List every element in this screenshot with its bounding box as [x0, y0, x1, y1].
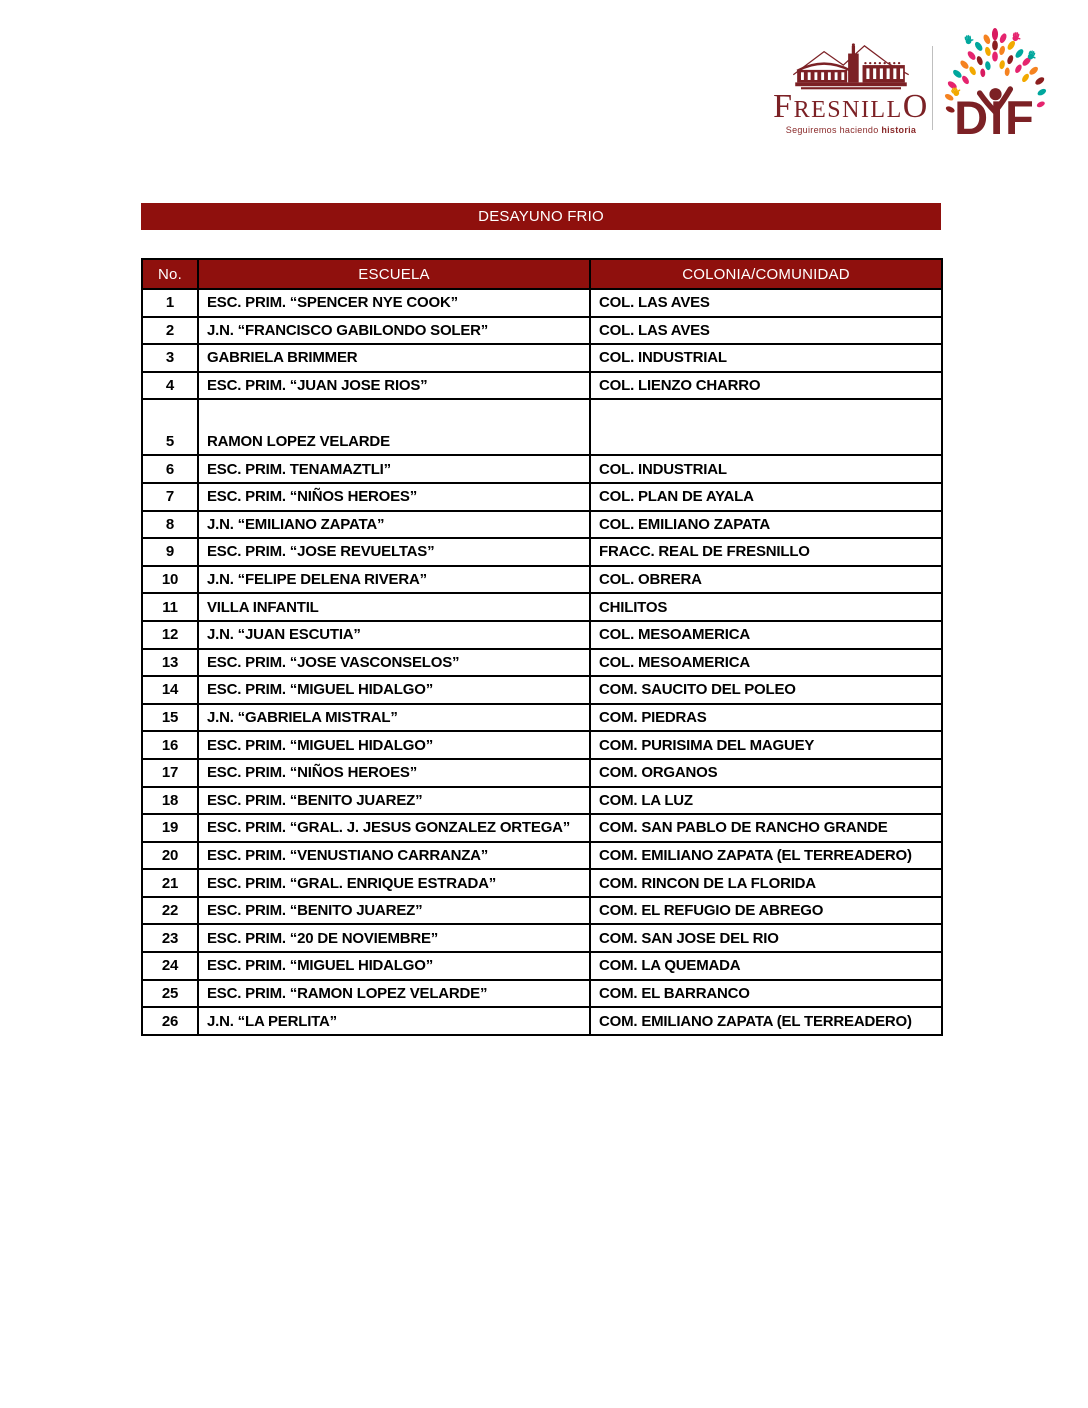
table-row	[142, 511, 942, 539]
table-row	[142, 317, 942, 345]
colonia-name-cell: COM. SAN JOSE DEL RIO	[590, 924, 942, 952]
col-header-escuela: ESCUELA	[198, 259, 590, 289]
row-number: 10	[142, 566, 198, 594]
school-name-cell: ESC. PRIM. “BENITO JUAREZ”	[198, 897, 590, 925]
fresnillo-letters-mid: RESNILL	[793, 97, 903, 123]
school-name-cell: ESC. PRIM. “MIGUEL HIDALGO”	[198, 952, 590, 980]
school-name-cell: ESC. PRIM. “MIGUEL HIDALGO”	[198, 731, 590, 759]
colonia-name-cell: CHILITOS	[590, 593, 942, 621]
colonia-name-cell: COM. EL REFUGIO DE ABREGO	[590, 897, 942, 925]
row-number: 4	[142, 372, 198, 400]
schools-table	[141, 258, 943, 1036]
table-row	[142, 538, 942, 566]
row-number: 26	[142, 1007, 198, 1035]
table-row	[142, 924, 942, 952]
row-number: 20	[142, 842, 198, 870]
school-name-cell: ESC. PRIM. “VENUSTIANO CARRANZA”	[198, 842, 590, 870]
school-name-cell: J.N. “GABRIELA MISTRAL”	[198, 704, 590, 732]
table-row	[142, 731, 942, 759]
colonia-name-cell: COL. OBRERA	[590, 566, 942, 594]
row-number: 2	[142, 317, 198, 345]
row-number: 13	[142, 649, 198, 677]
logo-divider	[932, 46, 933, 130]
school-name-cell: ESC. PRIM. “20 DE NOVIEMBRE”	[198, 924, 590, 952]
row-number: 7	[142, 483, 198, 511]
row-number: 21	[142, 869, 198, 897]
table-row	[142, 649, 942, 677]
table-header-row	[142, 259, 942, 289]
row-number: 9	[142, 538, 198, 566]
colonia-name-cell: COM. PURISIMA DEL MAGUEY	[590, 731, 942, 759]
colonia-name-cell: COM. SAUCITO DEL POLEO	[590, 676, 942, 704]
colonia-name-cell: COL. EMILIANO ZAPATA	[590, 511, 942, 539]
fresnillo-letter-f: F	[773, 88, 794, 125]
col-header-colonia: COLONIA/COMUNIDAD	[590, 259, 942, 289]
row-number: 11	[142, 593, 198, 621]
school-name-cell: J.N. “FRANCISCO GABILONDO SOLER”	[198, 317, 590, 345]
colonia-name-cell: COM. EMILIANO ZAPATA (EL TERREADERO)	[590, 842, 942, 870]
colonia-name-cell: COL. INDUSTRIAL	[590, 455, 942, 483]
colonia-name-cell: COL. LAS AVES	[590, 317, 942, 345]
colonia-name-cell: COM. LA QUEMADA	[590, 952, 942, 980]
colonia-name-cell: COM. PIEDRAS	[590, 704, 942, 732]
row-number: 5	[142, 399, 198, 455]
table-row	[142, 1007, 942, 1035]
school-name-cell: ESC. PRIM. “MIGUEL HIDALGO”	[198, 676, 590, 704]
table-row	[142, 344, 942, 372]
colonia-name-cell: COL. MESOAMERICA	[590, 621, 942, 649]
school-name-cell: J.N. “JUAN ESCUTIA”	[198, 621, 590, 649]
school-name-cell: ESC. PRIM. “RAMON LOPEZ VELARDE”	[198, 980, 590, 1008]
row-number: 6	[142, 455, 198, 483]
colonia-name-cell: COL. LIENZO CHARRO	[590, 372, 942, 400]
colonia-name-cell: COL. LAS AVES	[590, 289, 942, 317]
table-row	[142, 897, 942, 925]
row-number: 19	[142, 814, 198, 842]
colonia-name-cell: COL. MESOAMERICA	[590, 649, 942, 677]
school-name-cell: ESC. PRIM. “SPENCER NYE COOK”	[198, 289, 590, 317]
table-row	[142, 455, 942, 483]
school-name-cell: ESC. PRIM. “BENITO JUAREZ”	[198, 787, 590, 815]
row-number: 17	[142, 759, 198, 787]
table-row	[142, 372, 942, 400]
colonia-name-cell: COM. EL BARRANCO	[590, 980, 942, 1008]
colonia-name-cell	[590, 399, 942, 455]
school-name-cell: ESC. PRIM. “JOSE VASCONSELOS”	[198, 649, 590, 677]
school-name-cell: ESC. PRIM. “GRAL. J. JESUS GONZALEZ ORTEGA”	[198, 814, 590, 842]
row-number: 12	[142, 621, 198, 649]
colonia-name-cell: COM. EMILIANO ZAPATA (EL TERREADERO)	[590, 1007, 942, 1035]
dif-wordmark: DIF	[954, 91, 1036, 140]
table-row	[142, 787, 942, 815]
school-name-cell: J.N. “FELIPE DELENA RIVERA”	[198, 566, 590, 594]
table-row	[142, 814, 942, 842]
fresnillo-letter-o: O	[902, 88, 929, 125]
table-row	[142, 869, 942, 897]
colonia-name-cell: COM. RINCON DE LA FLORIDA	[590, 869, 942, 897]
colonia-name-cell: COL. INDUSTRIAL	[590, 344, 942, 372]
school-name-cell: VILLA INFANTIL	[198, 593, 590, 621]
table-row	[142, 593, 942, 621]
row-number: 3	[142, 344, 198, 372]
school-name-cell: RAMON LOPEZ VELARDE	[198, 399, 590, 455]
table-row	[142, 621, 942, 649]
dif-logo	[941, 26, 1049, 140]
dif-hand-icon	[964, 34, 974, 45]
fresnillo-monument-icon	[785, 42, 917, 92]
table-row	[142, 704, 942, 732]
dif-hand-icon	[1011, 31, 1022, 42]
school-name-cell: ESC. PRIM. “JOSE REVUELTAS”	[198, 538, 590, 566]
colonia-name-cell: COL. PLAN DE AYALA	[590, 483, 942, 511]
row-number: 8	[142, 511, 198, 539]
table-row	[142, 952, 942, 980]
row-number: 1	[142, 289, 198, 317]
document-title: DESAYUNO FRIO	[478, 208, 604, 225]
row-number: 23	[142, 924, 198, 952]
school-name-cell: ESC. PRIM. “GRAL. ENRIQUE ESTRADA”	[198, 869, 590, 897]
row-number: 15	[142, 704, 198, 732]
colonia-name-cell: COM. SAN PABLO DE RANCHO GRANDE	[590, 814, 942, 842]
school-name-cell: J.N. “LA PERLITA”	[198, 1007, 590, 1035]
colonia-name-cell: FRACC. REAL DE FRESNILLO	[590, 538, 942, 566]
table-row	[142, 566, 942, 594]
table-row	[142, 759, 942, 787]
fresnillo-wordmark	[773, 88, 929, 125]
school-name-cell: ESC. PRIM. “NIÑOS HEROES”	[198, 483, 590, 511]
row-number: 24	[142, 952, 198, 980]
table-row	[142, 399, 942, 455]
colonia-name-cell: COM. LA LUZ	[590, 787, 942, 815]
row-number: 22	[142, 897, 198, 925]
table-row	[142, 483, 942, 511]
table-row	[142, 289, 942, 317]
table-row	[142, 842, 942, 870]
table-row	[142, 676, 942, 704]
school-name-cell: ESC. PRIM. “JUAN JOSE RIOS”	[198, 372, 590, 400]
colonia-name-cell: COM. ORGANOS	[590, 759, 942, 787]
row-number: 18	[142, 787, 198, 815]
row-number: 16	[142, 731, 198, 759]
school-name-cell: GABRIELA BRIMMER	[198, 344, 590, 372]
row-number: 14	[142, 676, 198, 704]
fresnillo-logo	[773, 42, 929, 135]
row-number: 25	[142, 980, 198, 1008]
table-row	[142, 980, 942, 1008]
fresnillo-tagline: Seguiremos haciendo historia	[785, 125, 917, 135]
col-header-no: No.	[142, 259, 198, 289]
school-name-cell: ESC. PRIM. “NIÑOS HEROES”	[198, 759, 590, 787]
document-title-bar	[141, 203, 941, 230]
school-name-cell: ESC. PRIM. TENAMAZTLI”	[198, 455, 590, 483]
school-name-cell: J.N. “EMILIANO ZAPATA”	[198, 511, 590, 539]
